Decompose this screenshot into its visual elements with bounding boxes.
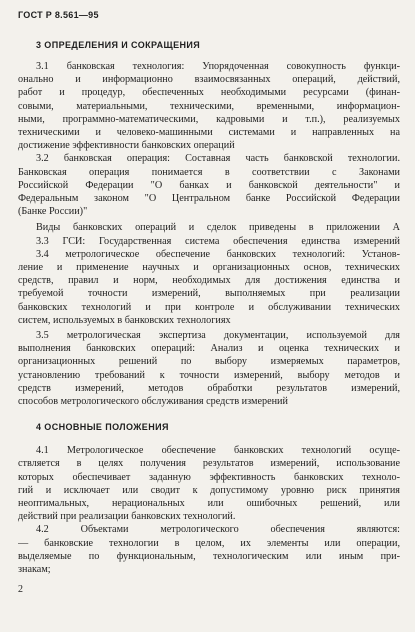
text-line: совыми, материальными, техническими, временными, информацион-: [18, 100, 400, 112]
text-line: (Банке России)": [18, 206, 88, 218]
text-line: Банковская операция понимается в соответствии с Законами: [18, 166, 400, 178]
text-line: работ и процедур, обеспеченных необходимыми ресурсами (финан-: [18, 87, 400, 99]
text-line: достижение эффективности банковских операций: [18, 140, 235, 152]
text-line: онально и информационно взаимосвязанных операций, действий,: [18, 74, 400, 86]
text-line: Российской Федерации "О банках и банковской деятельности" и: [18, 179, 400, 191]
text-line: 3.4 метрологическое обеспечение банковских технологий: Установ-: [36, 248, 400, 260]
text-line: банковских технологий и при контроле и обслуживании технических: [18, 301, 400, 313]
text-line: 3.1 банковская технология: Упорядоченная совокупность функци-: [36, 61, 400, 72]
text-line: выделяемые по функциональным, технологическим или иным при-: [18, 550, 400, 562]
text-line: выполнения банковских операций: Анализ и оценка технических и: [18, 343, 400, 355]
text-line: 3.5 метрологическая экспертиза документации, используемой для: [36, 330, 400, 341]
text-line: гий и исключает или сводит к допустимому уровню риск принятия: [18, 484, 400, 496]
text-line: 4.2 Объектами метрологического обеспечения являются:: [36, 524, 400, 536]
text-line: действий при реализации банковских технологий.: [18, 511, 236, 523]
text-line: способов метрологического обслуживания средств измерений: [18, 396, 288, 407]
text-line: — банковские технологии в целом, их элементы или операции,: [18, 537, 400, 549]
text-line: неоптимальных, нерациональных или ошибочных решений, или: [18, 498, 400, 509]
text-line: средств, правил и норм, необходимых для достижения единства и: [18, 275, 400, 287]
text-line: требуемой точности измерений, выполняемых при реализации: [18, 288, 400, 300]
page-number: 2: [18, 584, 23, 596]
text-line: ными, программно-математическими, кадровыми и т.п.), реализуемых: [18, 113, 400, 125]
text-line: Виды банковских операций и сделок приведены в приложении А: [36, 222, 400, 234]
text-line: ление и применение научных и организационных основ, технических: [18, 262, 400, 273]
text-line: знакам;: [18, 564, 51, 575]
text-line: организационных решений по выбору измеряемых параметров,: [18, 356, 400, 368]
text-line: Федеральным законом "О Центральном банке Российской Федерации: [18, 193, 400, 204]
text-line: средств измерений, методов обработки результатов измерений,: [18, 382, 400, 394]
text-line: которых обеспечивает заданную эффективность банковских техноло-: [18, 471, 400, 483]
text-line: 3.3 ГСИ: Государственная система обеспечения единства измерений: [36, 235, 400, 247]
text-line: систем, используемых в банковских технологиях: [18, 314, 231, 326]
text-line: 4.1 Метрологическое обеспечение банковских технологий осуще-: [36, 445, 400, 457]
text-line: 3.2 банковская операция: Составная часть банковской технологии.: [36, 153, 400, 165]
section-4-title: 4 ОСНОВНЫЕ ПОЛОЖЕНИЯ: [36, 422, 169, 433]
text-line: ствляется в целях получения результатов измерений, использование: [18, 458, 400, 470]
section-3-title: 3 ОПРЕДЕЛЕНИЯ И СОКРАЩЕНИЯ: [36, 40, 201, 50]
text-line: техническими и человеко-машинными системами и направленных на: [18, 127, 400, 138]
text-line: установлению требований к точности измерений, выбору методов и: [18, 369, 400, 381]
standard-header: ГОСТ Р 8.561—95: [18, 10, 99, 20]
